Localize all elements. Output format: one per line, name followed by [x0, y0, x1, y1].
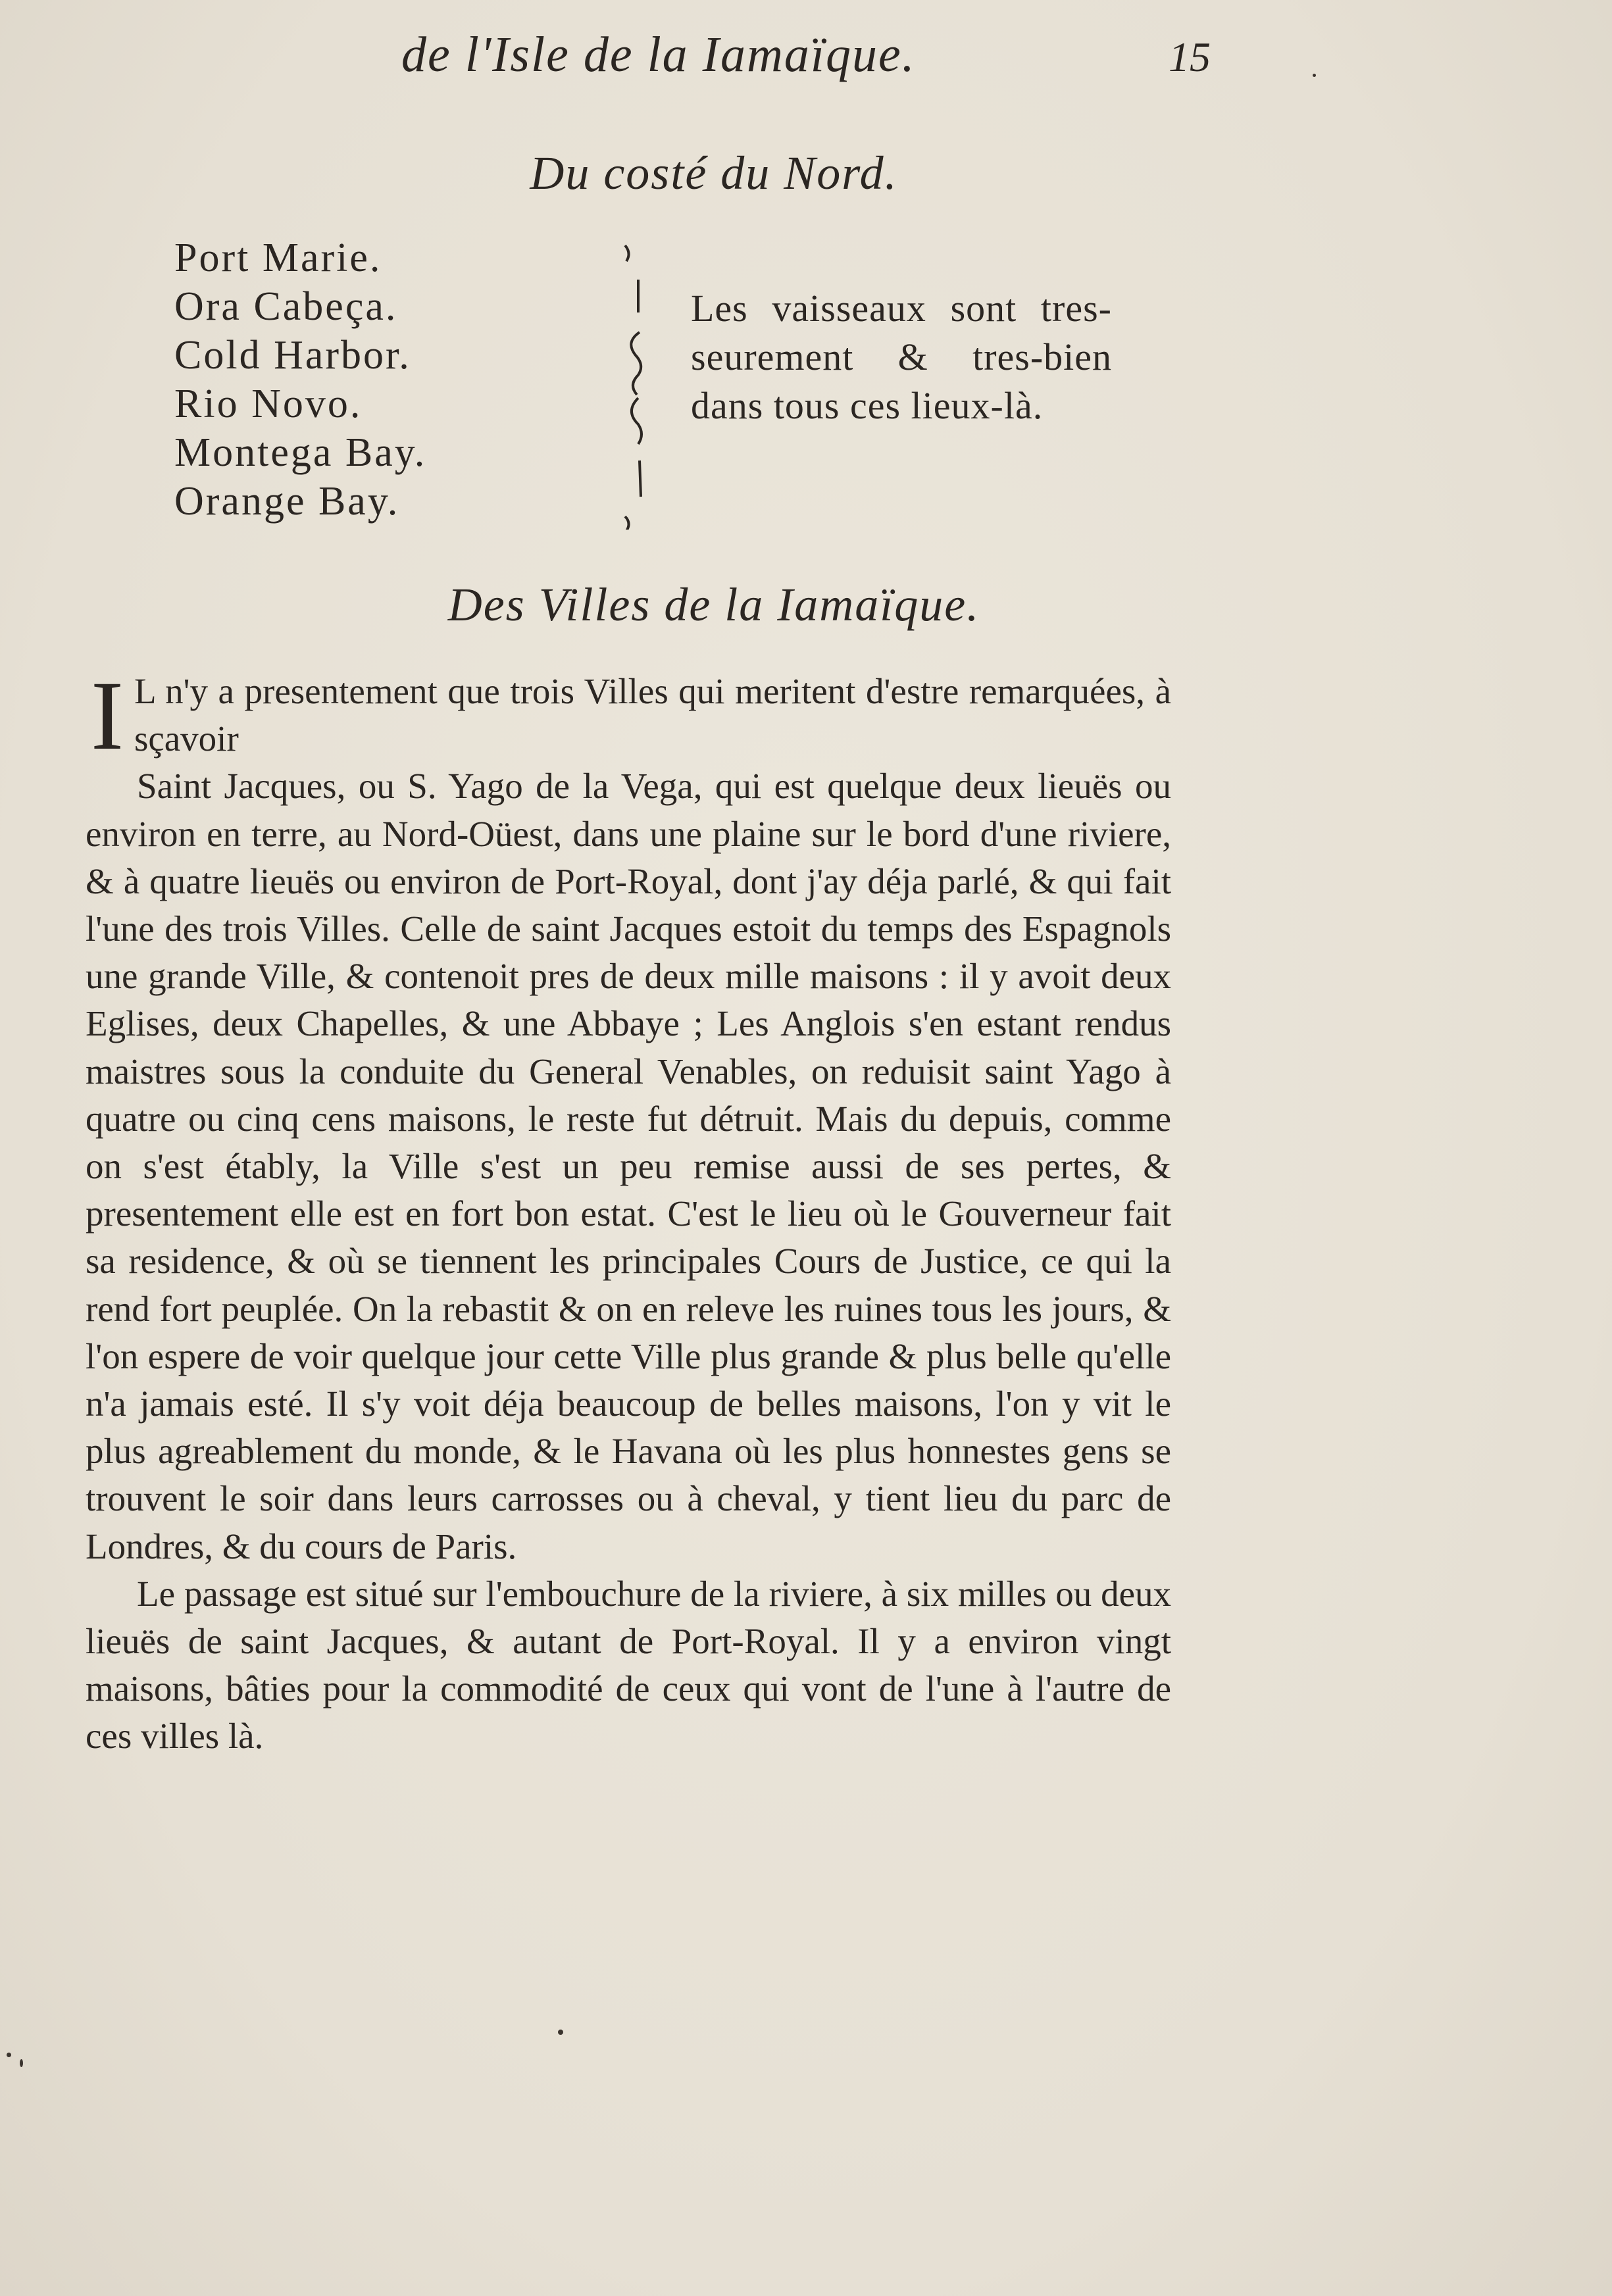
page-header — [401, 26, 1211, 99]
paper-speck — [558, 2030, 563, 2035]
paragraph: Saint Jacques, ou S. Yago de la Vega, qui est quelque deux lieuës ou environ en terre, au Nord-Oüest, dans une plaine sur le bord d'une riviere, & à quatre lieuës ou environ de Port-Royal, dont j'ay déja parlé, & qui fait l'une des trois Villes. Celle de saint Jacques estoit du temps des Espagnols une grande Ville, & contenoit pres de deux mille maisons : il y avoit deux Eglises, deux Chapelles, & une Abbaye ; Les Anglois s'en estant rendus maistres sous la conduite du General Venables, on reduisit saint Yago à quatre ou cinq cens maisons, le reste fut détruit. Mais du depuis, comme on s'est étably, la Ville s'est un peu remise aussi de ses pertes, & presentement elle est en fort bon estat. C'est le lieu où le Gouverneur fait sa residence, & où se tiennent les principales Cours de Justice, ce qui la rend fort peuplée. On la rebastit & on en releve les ruines tous les jours, & l'on espere de voir quelque jour cette Ville plus grande & plus belle qu'elle n'a jamais esté. Il s'y voit déja beaucoup de belles maisons, l'on y vit le plus agreablement du monde, & le Havana où les plus honnestes gens se trouvent le soir dans leurs carrosses ou à cheval, y tient lieu du parc de Londres, & du cours de Paris. — [86, 766, 1171, 1566]
place-item: Cold Harbor. — [174, 333, 411, 378]
paper-speck — [20, 2059, 23, 2067]
body-text — [86, 661, 1171, 1760]
paragraph: Le passage est situé sur l'embouchure de la riviere, à six milles ou deux lieuës de saint Jacques, & autant de Port-Royal. Il y a environ vingt maisons, bâties pour la commodité de ceux qui vont de l'une à l'autre de ces villes là. — [86, 1573, 1171, 1757]
paper-speck — [7, 2053, 11, 2057]
place-item: Rio Novo. — [174, 382, 363, 426]
paragraph-text: L n'y a presentement que trois Villes qui meritent d'estre remarquées, à sçavoir — [134, 671, 1171, 759]
page-number: 15 — [1169, 34, 1211, 80]
section-heading-towns: Des Villes de la Iamaïque. — [447, 578, 980, 631]
place-item: Orange Bay. — [174, 479, 400, 524]
brace-note: Les vaisseaux sont tres-seurement & tres-bien dans tous ces lieux-là. — [691, 287, 1112, 427]
drop-cap: I — [91, 661, 124, 770]
place-item: Ora Cabeça. — [174, 284, 398, 329]
place-item: Montega Bay. — [174, 430, 427, 475]
paper-speck — [1313, 74, 1316, 77]
running-title: de l'Isle de la Iamaïque. — [401, 27, 916, 82]
section-heading-north: Du costé du Nord. — [530, 147, 898, 199]
place-item: Port Marie. — [174, 236, 382, 280]
paragraph — [86, 661, 1171, 770]
curly-brace-icon — [612, 234, 658, 530]
